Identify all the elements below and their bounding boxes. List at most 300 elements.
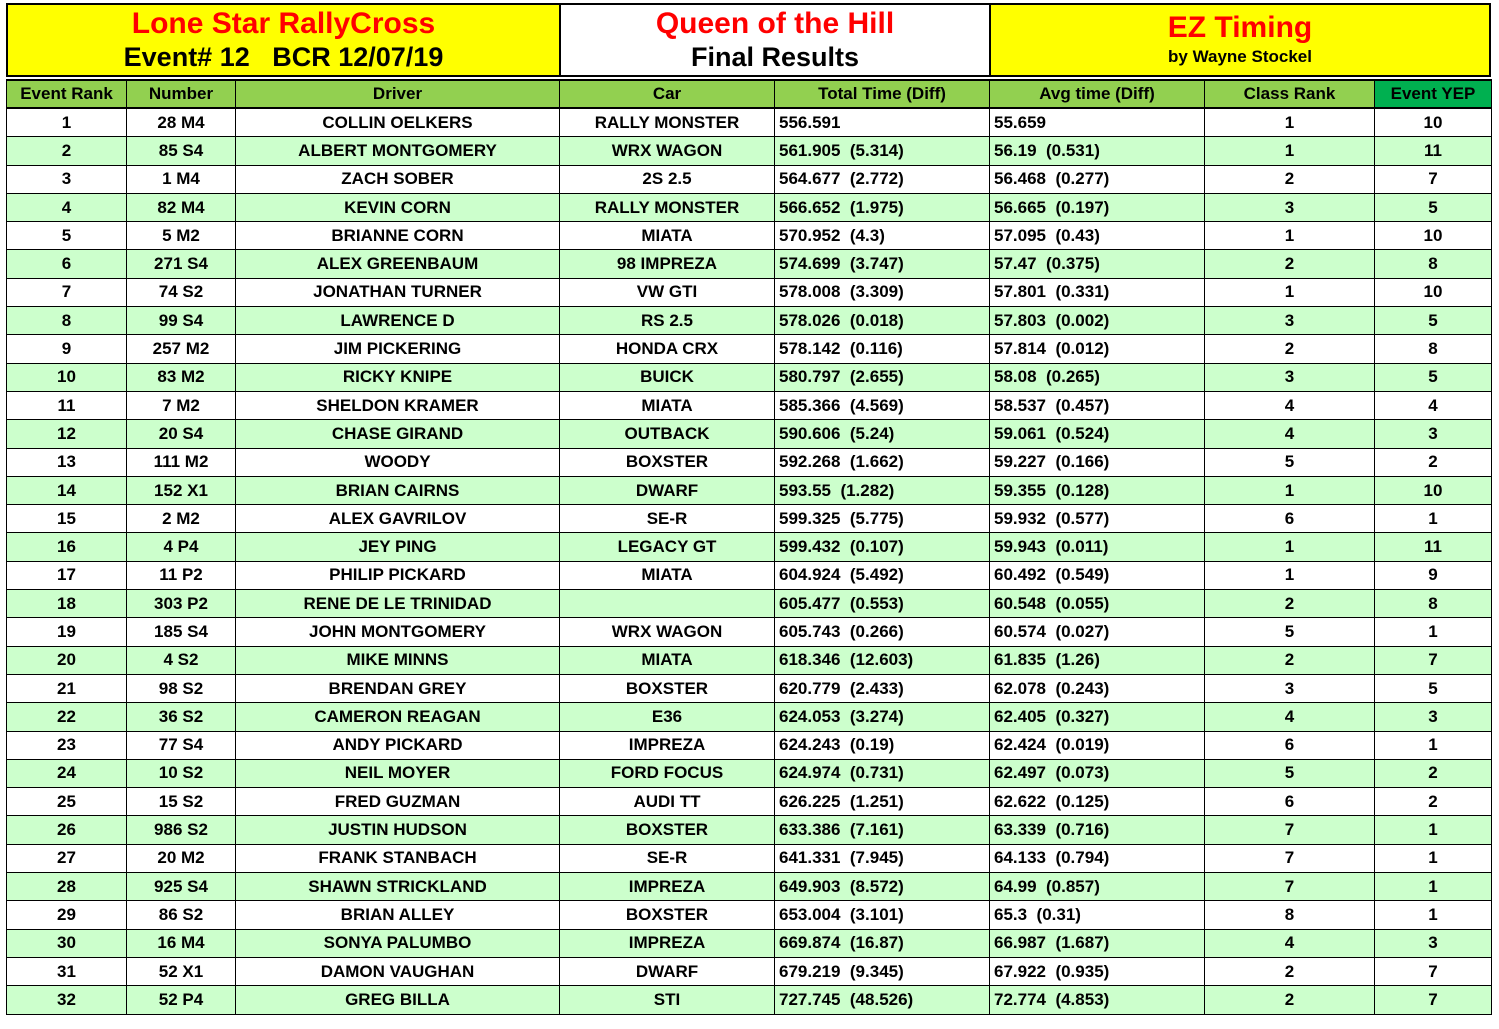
cell-number: 82 M4 [127, 193, 236, 221]
cell-car: BOXSTER [560, 674, 775, 702]
cell-avg-time: 67.922 (0.935) [990, 957, 1205, 985]
cell-total-time: 624.243 (0.19) [775, 731, 990, 759]
cell-class-rank: 5 [1205, 759, 1375, 787]
cell-class-rank: 2 [1205, 165, 1375, 193]
table-row [7, 731, 1492, 759]
cell-car: E36 [560, 703, 775, 731]
cell-driver: JEY PING [236, 533, 560, 561]
cell-class-rank: 6 [1205, 505, 1375, 533]
table-row [7, 165, 1492, 193]
cell-number: 986 S2 [127, 816, 236, 844]
table-row [7, 901, 1492, 929]
cell-event-rank: 1 [7, 108, 127, 137]
cell-car: WRX WAGON [560, 137, 775, 165]
cell-avg-time: 62.078 (0.243) [990, 674, 1205, 702]
cell-car: AUDI TT [560, 788, 775, 816]
cell-number: 83 M2 [127, 363, 236, 391]
cell-event-rank: 10 [7, 363, 127, 391]
cell-number: 16 M4 [127, 929, 236, 957]
cell-avg-time: 59.932 (0.577) [990, 505, 1205, 533]
table-row [7, 193, 1492, 221]
title-header [6, 3, 1491, 77]
cell-total-time: 570.952 (4.3) [775, 222, 990, 250]
cell-event-rank: 7 [7, 278, 127, 306]
cell-event-rank: 24 [7, 759, 127, 787]
cell-avg-time: 60.574 (0.027) [990, 618, 1205, 646]
table-row [7, 703, 1492, 731]
cell-number: 925 S4 [127, 873, 236, 901]
cell-driver: JONATHAN TURNER [236, 278, 560, 306]
cell-total-time: 604.924 (5.492) [775, 561, 990, 589]
cell-car: VW GTI [560, 278, 775, 306]
cell-driver: JUSTIN HUDSON [236, 816, 560, 844]
cell-car: MIATA [560, 222, 775, 250]
cell-event-yep: 4 [1375, 391, 1492, 419]
cell-event-rank: 8 [7, 307, 127, 335]
cell-event-yep: 3 [1375, 703, 1492, 731]
cell-car: LEGACY GT [560, 533, 775, 561]
cell-car: 2S 2.5 [560, 165, 775, 193]
table-row [7, 844, 1492, 872]
cell-event-rank: 30 [7, 929, 127, 957]
cell-class-rank: 1 [1205, 278, 1375, 306]
cell-class-rank: 3 [1205, 307, 1375, 335]
cell-driver: RENE DE LE TRINIDAD [236, 590, 560, 618]
cell-driver: ALBERT MONTGOMERY [236, 137, 560, 165]
table-row [7, 137, 1492, 165]
cell-driver: BRENDAN GREY [236, 674, 560, 702]
event-subtitle: Event# 12 BCR 12/07/19 [123, 42, 444, 72]
cell-class-rank: 2 [1205, 957, 1375, 985]
cell-class-rank: 3 [1205, 193, 1375, 221]
cell-event-yep: 5 [1375, 193, 1492, 221]
cell-avg-time: 57.801 (0.331) [990, 278, 1205, 306]
cell-class-rank: 6 [1205, 731, 1375, 759]
cell-avg-time: 55.659 [990, 108, 1205, 137]
cell-event-yep: 1 [1375, 873, 1492, 901]
cell-event-rank: 23 [7, 731, 127, 759]
cell-number: 20 S4 [127, 420, 236, 448]
cell-event-yep: 1 [1375, 505, 1492, 533]
cell-car: BOXSTER [560, 901, 775, 929]
cell-event-rank: 29 [7, 901, 127, 929]
cell-class-rank: 8 [1205, 901, 1375, 929]
cell-avg-time: 56.665 (0.197) [990, 193, 1205, 221]
cell-driver: JIM PICKERING [236, 335, 560, 363]
cell-number: 36 S2 [127, 703, 236, 731]
col-event-rank: Event Rank [7, 80, 127, 108]
table-row [7, 222, 1492, 250]
cell-total-time: 556.591 [775, 108, 990, 137]
cell-car: HONDA CRX [560, 335, 775, 363]
cell-event-yep: 11 [1375, 137, 1492, 165]
cell-driver: LAWRENCE D [236, 307, 560, 335]
cell-total-time: 592.268 (1.662) [775, 448, 990, 476]
table-row [7, 618, 1492, 646]
cell-driver: BRIAN ALLEY [236, 901, 560, 929]
cell-class-rank: 5 [1205, 618, 1375, 646]
cell-event-rank: 14 [7, 476, 127, 504]
cell-total-time: 590.606 (5.24) [775, 420, 990, 448]
results-sheet [6, 3, 1491, 1015]
cell-class-rank: 4 [1205, 420, 1375, 448]
table-row [7, 674, 1492, 702]
cell-avg-time: 59.061 (0.524) [990, 420, 1205, 448]
cell-total-time: 727.745 (48.526) [775, 986, 990, 1014]
cell-avg-time: 57.814 (0.012) [990, 335, 1205, 363]
table-row [7, 420, 1492, 448]
cell-class-rank: 4 [1205, 929, 1375, 957]
cell-event-rank: 15 [7, 505, 127, 533]
cell-event-yep: 8 [1375, 590, 1492, 618]
cell-number: 152 X1 [127, 476, 236, 504]
table-row [7, 335, 1492, 363]
cell-driver: ZACH SOBER [236, 165, 560, 193]
cell-avg-time: 57.47 (0.375) [990, 250, 1205, 278]
cell-avg-time: 57.095 (0.43) [990, 222, 1205, 250]
cell-class-rank: 4 [1205, 703, 1375, 731]
cell-car: RALLY MONSTER [560, 193, 775, 221]
timing-title-block [991, 5, 1489, 75]
cell-number: 86 S2 [127, 901, 236, 929]
cell-number: 4 S2 [127, 646, 236, 674]
cell-class-rank: 4 [1205, 391, 1375, 419]
cell-event-yep: 7 [1375, 165, 1492, 193]
cell-event-rank: 19 [7, 618, 127, 646]
cell-total-time: 564.677 (2.772) [775, 165, 990, 193]
col-number: Number [127, 80, 236, 108]
cell-event-yep: 3 [1375, 929, 1492, 957]
cell-event-rank: 4 [7, 193, 127, 221]
cell-event-rank: 11 [7, 391, 127, 419]
cell-driver: RICKY KNIPE [236, 363, 560, 391]
cell-class-rank: 7 [1205, 873, 1375, 901]
cell-number: 28 M4 [127, 108, 236, 137]
col-total-time: Total Time (Diff) [775, 80, 990, 108]
col-driver: Driver [236, 80, 560, 108]
table-row [7, 278, 1492, 306]
cell-event-yep: 1 [1375, 901, 1492, 929]
event-name: Queen of the Hill [655, 7, 895, 40]
table-row [7, 759, 1492, 787]
table-row [7, 533, 1492, 561]
cell-event-yep: 8 [1375, 250, 1492, 278]
cell-number: 4 P4 [127, 533, 236, 561]
cell-event-yep: 7 [1375, 646, 1492, 674]
cell-avg-time: 57.803 (0.002) [990, 307, 1205, 335]
cell-event-yep: 2 [1375, 788, 1492, 816]
cell-event-yep: 10 [1375, 476, 1492, 504]
cell-number: 11 P2 [127, 561, 236, 589]
cell-class-rank: 2 [1205, 250, 1375, 278]
cell-car: IMPREZA [560, 873, 775, 901]
cell-driver: DAMON VAUGHAN [236, 957, 560, 985]
cell-class-rank: 3 [1205, 674, 1375, 702]
cell-total-time: 585.366 (4.569) [775, 391, 990, 419]
cell-driver: FRED GUZMAN [236, 788, 560, 816]
cell-class-rank: 1 [1205, 533, 1375, 561]
results-title-block [561, 5, 991, 75]
cell-event-yep: 10 [1375, 222, 1492, 250]
table-row [7, 250, 1492, 278]
cell-class-rank: 7 [1205, 816, 1375, 844]
cell-driver: ANDY PICKARD [236, 731, 560, 759]
cell-total-time: 605.743 (0.266) [775, 618, 990, 646]
cell-car: 98 IMPREZA [560, 250, 775, 278]
cell-car: STI [560, 986, 775, 1014]
cell-event-rank: 27 [7, 844, 127, 872]
cell-driver: KEVIN CORN [236, 193, 560, 221]
cell-total-time: 561.905 (5.314) [775, 137, 990, 165]
table-row [7, 646, 1492, 674]
table-row [7, 505, 1492, 533]
cell-driver: SONYA PALUMBO [236, 929, 560, 957]
cell-number: 271 S4 [127, 250, 236, 278]
cell-avg-time: 59.943 (0.011) [990, 533, 1205, 561]
cell-number: 52 X1 [127, 957, 236, 985]
cell-total-time: 653.004 (3.101) [775, 901, 990, 929]
event-title-block [8, 5, 561, 75]
cell-avg-time: 61.835 (1.26) [990, 646, 1205, 674]
cell-avg-time: 59.355 (0.128) [990, 476, 1205, 504]
cell-total-time: 605.477 (0.553) [775, 590, 990, 618]
table-row [7, 391, 1492, 419]
cell-event-yep: 1 [1375, 618, 1492, 646]
cell-number: 10 S2 [127, 759, 236, 787]
cell-avg-time: 56.468 (0.277) [990, 165, 1205, 193]
cell-event-rank: 9 [7, 335, 127, 363]
results-table [6, 79, 1492, 1015]
cell-event-yep: 11 [1375, 533, 1492, 561]
cell-event-yep: 1 [1375, 816, 1492, 844]
cell-number: 20 M2 [127, 844, 236, 872]
cell-class-rank: 1 [1205, 476, 1375, 504]
cell-event-rank: 20 [7, 646, 127, 674]
cell-car: FORD FOCUS [560, 759, 775, 787]
cell-car: WRX WAGON [560, 618, 775, 646]
cell-event-yep: 1 [1375, 844, 1492, 872]
cell-event-rank: 22 [7, 703, 127, 731]
cell-number: 52 P4 [127, 986, 236, 1014]
cell-avg-time: 62.405 (0.327) [990, 703, 1205, 731]
cell-class-rank: 1 [1205, 222, 1375, 250]
cell-event-rank: 2 [7, 137, 127, 165]
cell-car: RALLY MONSTER [560, 108, 775, 137]
cell-total-time: 641.331 (7.945) [775, 844, 990, 872]
table-row [7, 590, 1492, 618]
cell-event-yep: 5 [1375, 674, 1492, 702]
cell-event-rank: 13 [7, 448, 127, 476]
cell-event-yep: 2 [1375, 448, 1492, 476]
cell-driver: COLLIN OELKERS [236, 108, 560, 137]
table-row [7, 929, 1492, 957]
table-row [7, 108, 1492, 137]
cell-driver: CHASE GIRAND [236, 420, 560, 448]
cell-number: 2 M2 [127, 505, 236, 533]
table-row [7, 307, 1492, 335]
cell-car: BOXSTER [560, 448, 775, 476]
cell-event-rank: 6 [7, 250, 127, 278]
col-class-rank: Class Rank [1205, 80, 1375, 108]
cell-event-rank: 16 [7, 533, 127, 561]
cell-avg-time: 62.424 (0.019) [990, 731, 1205, 759]
cell-event-rank: 26 [7, 816, 127, 844]
cell-driver: ALEX GAVRILOV [236, 505, 560, 533]
cell-avg-time: 64.133 (0.794) [990, 844, 1205, 872]
cell-total-time: 679.219 (9.345) [775, 957, 990, 985]
cell-class-rank: 7 [1205, 844, 1375, 872]
cell-event-yep: 10 [1375, 108, 1492, 137]
table-row [7, 363, 1492, 391]
table-row [7, 448, 1492, 476]
cell-number: 74 S2 [127, 278, 236, 306]
cell-event-rank: 32 [7, 986, 127, 1014]
cell-total-time: 566.652 (1.975) [775, 193, 990, 221]
cell-class-rank: 2 [1205, 590, 1375, 618]
cell-event-yep: 7 [1375, 986, 1492, 1014]
cell-total-time: 626.225 (1.251) [775, 788, 990, 816]
cell-avg-time: 60.492 (0.549) [990, 561, 1205, 589]
cell-event-rank: 12 [7, 420, 127, 448]
cell-driver: MIKE MINNS [236, 646, 560, 674]
cell-driver: WOODY [236, 448, 560, 476]
cell-event-yep: 2 [1375, 759, 1492, 787]
cell-driver: ALEX GREENBAUM [236, 250, 560, 278]
cell-car: OUTBACK [560, 420, 775, 448]
cell-number: 185 S4 [127, 618, 236, 646]
cell-total-time: 624.974 (0.731) [775, 759, 990, 787]
table-row [7, 476, 1492, 504]
cell-car: MIATA [560, 646, 775, 674]
cell-class-rank: 2 [1205, 986, 1375, 1014]
cell-car: MIATA [560, 391, 775, 419]
cell-driver: CAMERON REAGAN [236, 703, 560, 731]
cell-avg-time: 62.622 (0.125) [990, 788, 1205, 816]
cell-event-rank: 25 [7, 788, 127, 816]
table-row [7, 873, 1492, 901]
cell-driver: JOHN MONTGOMERY [236, 618, 560, 646]
cell-class-rank: 3 [1205, 363, 1375, 391]
cell-avg-time: 72.774 (4.853) [990, 986, 1205, 1014]
cell-total-time: 649.903 (8.572) [775, 873, 990, 901]
cell-number: 77 S4 [127, 731, 236, 759]
column-header-row [7, 80, 1492, 108]
cell-driver: SHAWN STRICKLAND [236, 873, 560, 901]
cell-driver: FRANK STANBACH [236, 844, 560, 872]
cell-number: 1 M4 [127, 165, 236, 193]
cell-total-time: 593.55 (1.282) [775, 476, 990, 504]
cell-class-rank: 2 [1205, 335, 1375, 363]
timing-title: EZ Timing [1167, 11, 1313, 44]
cell-event-yep: 10 [1375, 278, 1492, 306]
col-avg-time: Avg time (Diff) [990, 80, 1205, 108]
cell-number: 257 M2 [127, 335, 236, 363]
cell-number: 85 S4 [127, 137, 236, 165]
col-car: Car [560, 80, 775, 108]
cell-total-time: 599.432 (0.107) [775, 533, 990, 561]
cell-total-time: 578.142 (0.116) [775, 335, 990, 363]
cell-driver: NEIL MOYER [236, 759, 560, 787]
cell-total-time: 618.346 (12.603) [775, 646, 990, 674]
cell-driver: GREG BILLA [236, 986, 560, 1014]
cell-class-rank: 2 [1205, 646, 1375, 674]
cell-event-rank: 28 [7, 873, 127, 901]
cell-car: SE-R [560, 844, 775, 872]
cell-car: BUICK [560, 363, 775, 391]
cell-avg-time: 65.3 (0.31) [990, 901, 1205, 929]
cell-car: RS 2.5 [560, 307, 775, 335]
cell-class-rank: 1 [1205, 137, 1375, 165]
cell-total-time: 624.053 (3.274) [775, 703, 990, 731]
cell-event-rank: 5 [7, 222, 127, 250]
cell-event-yep: 1 [1375, 731, 1492, 759]
col-event-yep: Event YEP [1375, 80, 1492, 108]
table-row [7, 561, 1492, 589]
cell-car: DWARF [560, 957, 775, 985]
timing-credit: by Wayne Stockel [1168, 47, 1312, 66]
cell-driver: PHILIP PICKARD [236, 561, 560, 589]
cell-total-time: 633.386 (7.161) [775, 816, 990, 844]
cell-avg-time: 64.99 (0.857) [990, 873, 1205, 901]
cell-driver: BRIANNE CORN [236, 222, 560, 250]
cell-car: MIATA [560, 561, 775, 589]
club-title: Lone Star RallyCross [131, 7, 436, 40]
cell-event-yep: 7 [1375, 957, 1492, 985]
cell-number: 111 M2 [127, 448, 236, 476]
cell-avg-time: 58.08 (0.265) [990, 363, 1205, 391]
cell-driver: SHELDON KRAMER [236, 391, 560, 419]
cell-avg-time: 63.339 (0.716) [990, 816, 1205, 844]
cell-number: 303 P2 [127, 590, 236, 618]
cell-car: IMPREZA [560, 731, 775, 759]
cell-number: 7 M2 [127, 391, 236, 419]
cell-driver: BRIAN CAIRNS [236, 476, 560, 504]
cell-car: BOXSTER [560, 816, 775, 844]
cell-event-rank: 18 [7, 590, 127, 618]
results-body [7, 108, 1492, 1014]
cell-event-yep: 5 [1375, 307, 1492, 335]
table-row [7, 986, 1492, 1014]
cell-total-time: 574.699 (3.747) [775, 250, 990, 278]
cell-class-rank: 5 [1205, 448, 1375, 476]
cell-car [560, 590, 775, 618]
cell-number: 99 S4 [127, 307, 236, 335]
cell-total-time: 599.325 (5.775) [775, 505, 990, 533]
table-row [7, 816, 1492, 844]
cell-avg-time: 62.497 (0.073) [990, 759, 1205, 787]
table-row [7, 788, 1492, 816]
cell-avg-time: 59.227 (0.166) [990, 448, 1205, 476]
cell-class-rank: 6 [1205, 788, 1375, 816]
cell-car: DWARF [560, 476, 775, 504]
cell-total-time: 580.797 (2.655) [775, 363, 990, 391]
cell-car: IMPREZA [560, 929, 775, 957]
table-row [7, 957, 1492, 985]
cell-avg-time: 56.19 (0.531) [990, 137, 1205, 165]
cell-total-time: 669.874 (16.87) [775, 929, 990, 957]
cell-event-yep: 8 [1375, 335, 1492, 363]
results-label: Final Results [690, 42, 860, 72]
cell-avg-time: 60.548 (0.055) [990, 590, 1205, 618]
cell-class-rank: 1 [1205, 561, 1375, 589]
cell-number: 15 S2 [127, 788, 236, 816]
cell-car: SE-R [560, 505, 775, 533]
cell-avg-time: 66.987 (1.687) [990, 929, 1205, 957]
cell-avg-time: 58.537 (0.457) [990, 391, 1205, 419]
cell-event-yep: 5 [1375, 363, 1492, 391]
cell-event-rank: 21 [7, 674, 127, 702]
cell-event-rank: 3 [7, 165, 127, 193]
